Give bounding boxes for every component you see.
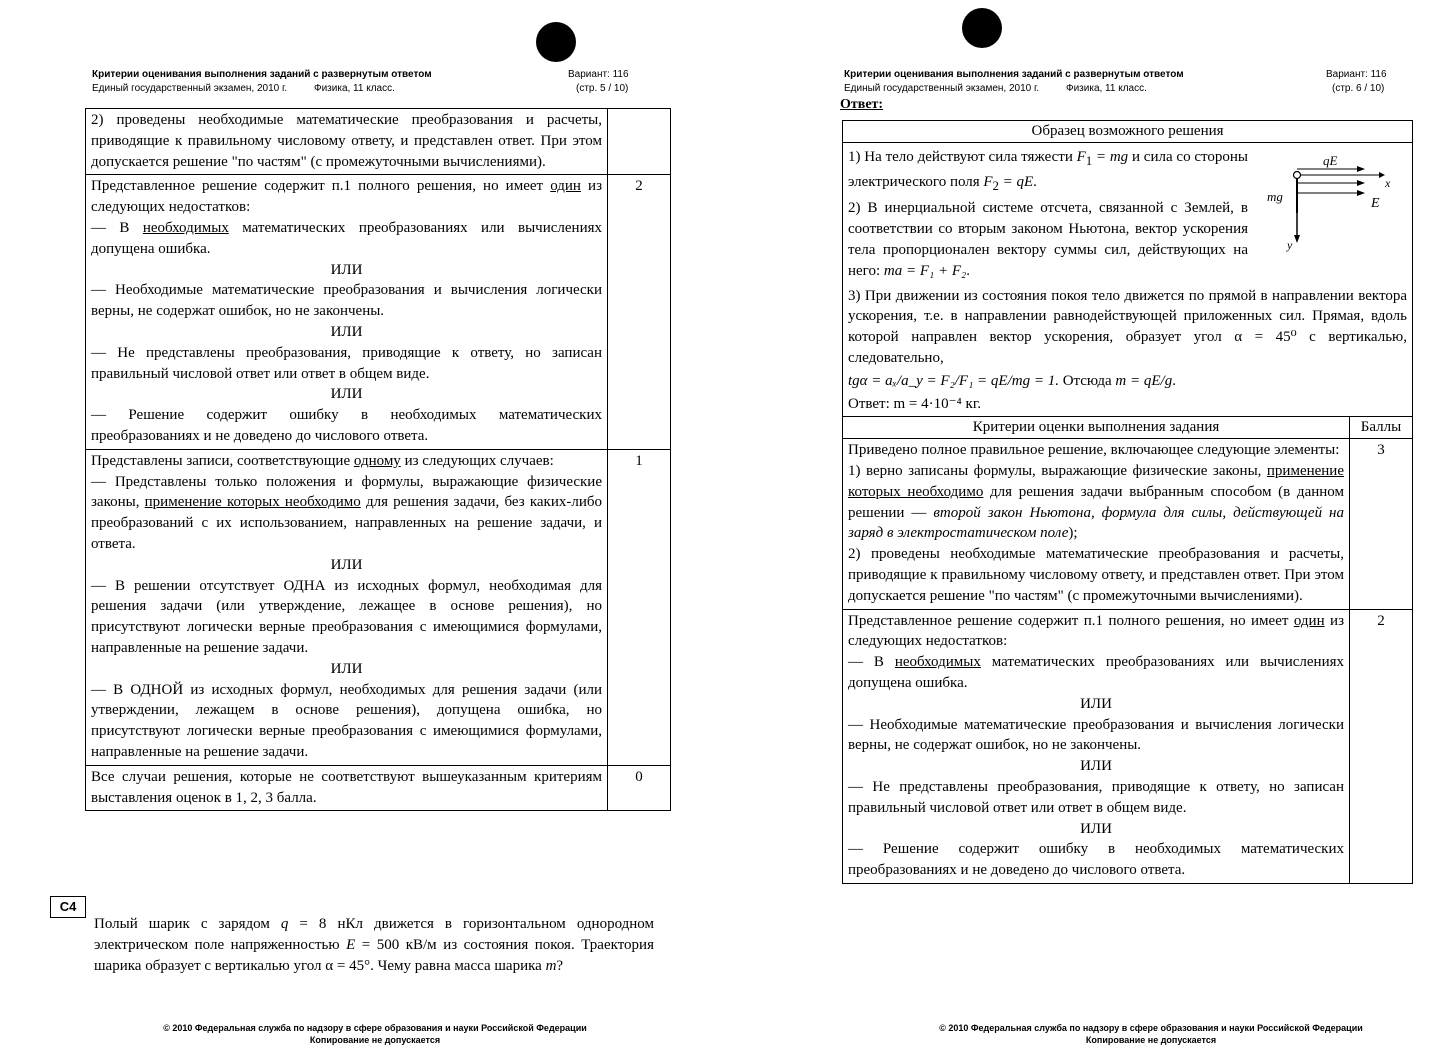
- criteria-table-right: [842, 120, 1413, 884]
- or-label: ИЛИ: [1080, 758, 1112, 775]
- points-cell: 2: [608, 175, 671, 449]
- text: — Необходимые математические преобразования и вычисления логически верны, не содержат ошибок, но не закончены.: [848, 716, 1344, 754]
- solution-answer: Ответ: m = 4·10⁻⁴ кг.: [848, 395, 982, 412]
- e-label: E: [1371, 195, 1380, 211]
- criteria-cell: [86, 449, 608, 765]
- text: — В ОДНОЙ из исходных формул, необходимых для решения задачи (или утверждении, лежащем в основе решения), допущена ошибка, но присутствуют логически верные преобразования с имеющимися формулами, направленные на решение задачи.: [91, 681, 602, 760]
- formula: m = qE/g: [1115, 372, 1173, 389]
- text: m: [545, 958, 557, 974]
- text: — Не представлены преобразования, приводящие к ответу, но записан правильный числовой ответ или ответ в общем виде.: [848, 778, 1344, 816]
- text: Приведено полное правильное решение, включающее следующие элементы:: [848, 442, 1340, 459]
- answer-label: Ответ:: [840, 97, 884, 112]
- text: = 8 нКл движется в горизонтальном однородном электрическом поле напряженностью: [94, 916, 654, 953]
- field-arrowhead: [1357, 180, 1365, 186]
- or-label: ИЛИ: [1080, 820, 1112, 837]
- text: 1: [1085, 153, 1093, 168]
- header-variant: Вариант: 116: [1326, 69, 1387, 80]
- text: 2) проведены необходимые математические преобразования и расчеты, приводящие к правильному числовому ответу, и представлен ответ. При этом допускается решение "по частям" (с промежуточными вычислениями).: [848, 546, 1344, 604]
- header-page-number: (стр. 6 / 10): [1332, 83, 1385, 94]
- solution-step-3: 3) При движении из состояния покоя тело движется по прямой в направлении вектора ускорения, т.е. в направлении равнодействующей приложенных сил. Прямая, вдоль которой направлен вектор ускорения, образует угол α = 45⁰ с вертикалью, следовательно,: [848, 287, 1408, 366]
- task-text: [94, 914, 654, 977]
- left-page-footer: [100, 1022, 650, 1046]
- text: один: [1293, 612, 1325, 629]
- text: из следующих недостатков:: [91, 178, 603, 216]
- text: = m: [1092, 148, 1121, 165]
- y-label: y: [1287, 237, 1293, 252]
- header-subject: Физика, 11 класс.: [1065, 83, 1147, 94]
- text: = 500 кВ/м из состояния покоя. Траектория шарика образует с вертикалью угол α = 45°. Чему равна масса шарика: [94, 937, 654, 974]
- footer-line: © 2010 Федеральная служба по надзору в сфере образования и науки Российской Федерации: [163, 1023, 587, 1033]
- text: необходимых: [894, 654, 981, 671]
- criteria-cell: [86, 175, 608, 449]
- header-title: Критерии оценивания выполнения заданий с развернутым ответом: [92, 69, 432, 80]
- text: Отсюда: [1062, 372, 1112, 389]
- solution-title: Образец возможного решения: [843, 121, 1413, 143]
- header-page-number: (стр. 5 / 10): [576, 83, 629, 94]
- criteria-cell: [843, 609, 1350, 883]
- text: Полый шарик с зарядом: [94, 916, 281, 932]
- table-row: [86, 449, 671, 765]
- text: применение которых необходимо: [144, 494, 361, 511]
- points-cell: 3: [1350, 439, 1413, 609]
- criteria-cell: Все случаи решения, которые не соответствуют вышеуказанным критериям выставления оценок в 1, 2, 3 балла.: [86, 765, 608, 811]
- criteria-cell: 2) проведены необходимые математические преобразования и расчеты, приводящие к правильному числовому ответу, и представлен ответ. При этом допускается решение "по частям" (с промежуточными вычислениями).: [86, 109, 608, 175]
- points-cell: 2: [1350, 609, 1413, 883]
- text: .: [1172, 372, 1176, 389]
- criteria-cell: [843, 439, 1350, 609]
- left-page-header: [92, 68, 652, 96]
- or-label: ИЛИ: [1080, 695, 1112, 712]
- footer-line: Копирование не допускается: [1085, 1035, 1217, 1045]
- field-arrowhead: [1357, 190, 1365, 196]
- solution-step-1: [848, 147, 1248, 197]
- text: второй закон Ньютона, формула для силы, действующей на заряд в электростатическом поле: [848, 504, 1345, 542]
- text: — В: [848, 654, 895, 671]
- text: g: [1120, 148, 1129, 165]
- text: Представлены записи, соответствующие: [91, 452, 354, 469]
- text: — Решение содержит ошибку в необходимых математических преобразованиях и не доведено до числового ответа.: [848, 841, 1344, 879]
- criteria-table-left: [85, 108, 671, 811]
- y-axis-arrowhead: [1294, 235, 1300, 243]
- or-label: ИЛИ: [330, 323, 363, 340]
- points-header: Баллы: [1350, 417, 1413, 439]
- text: из следующих недостатков:: [848, 612, 1345, 650]
- text: математических преобразованиях или вычислениях допущена ошибка.: [848, 654, 1344, 691]
- header-subject: Физика, 11 класс.: [313, 83, 395, 94]
- task-label: C4: [50, 896, 86, 918]
- header-title: Критерии оценивания выполнения заданий с развернутым ответом: [844, 69, 1184, 80]
- text: необходимых: [142, 219, 229, 236]
- text: 1) верно записаны формулы, выражающие физические законы,: [848, 462, 1267, 479]
- points-cell: [608, 109, 671, 175]
- mg-label: mg: [1267, 188, 1283, 204]
- text: — Не представлены преобразования, приводящие к ответу, но записан правильный числовой ответ или ответ в общем виде.: [91, 344, 602, 382]
- header-subtitle: Единый государственный экзамен, 2010 г.: [844, 83, 1040, 94]
- binder-hole: [536, 22, 576, 62]
- right-page-footer: [876, 1022, 1426, 1046]
- right-page-header: [844, 68, 1409, 96]
- solution-formula: [848, 371, 1407, 392]
- x-label: x: [1385, 175, 1391, 190]
- table-row: [86, 109, 671, 175]
- formula: ma = F₁ + F₂: [883, 262, 967, 279]
- text: 1) На тело действуют сила тяжести: [848, 148, 1077, 165]
- right-page: [726, 0, 1452, 1064]
- text: F: [1076, 148, 1086, 165]
- table-row: [86, 765, 671, 811]
- text: — В: [91, 219, 143, 236]
- text: для решения задачи выбранным способом (в данном решении —: [848, 483, 1344, 521]
- qe-label: qE: [1323, 154, 1338, 168]
- table-row: [843, 121, 1413, 143]
- formula: tgα = aₓ/a_y = F₂/F₁ = qE/mg = 1.: [848, 372, 1059, 389]
- text: q: [280, 916, 289, 932]
- text: математических преобразованиях или вычислениях допущена ошибка.: [91, 219, 602, 257]
- text: 2) В инерциальной системе отсчета, связанной с Землей, в соответствии со вторым законом Ньютона, вектор ускорения тела пропорционален вектору суммы сил, действующих на него:: [848, 200, 1248, 279]
- or-label: ИЛИ: [330, 556, 363, 573]
- text: — В решении отсутствует ОДНА из исходных формул, необходимая для решения задачи (или утверждение, лежащее в основе решения), но присутствуют логически верные преобразования с имеющимися формулами, направленные на решение задачи.: [91, 577, 602, 656]
- force-diagram: [1261, 155, 1401, 255]
- text: E: [1023, 173, 1034, 190]
- text: Представленное решение содержит п.1 полного решения, но имеет: [91, 178, 551, 195]
- table-row: [86, 175, 671, 449]
- points-cell: 0: [608, 765, 671, 811]
- text: одному: [353, 452, 401, 469]
- text: — Решение содержит ошибку в необходимых математических преобразованиях и не доведено до числового ответа.: [91, 407, 602, 444]
- text: Представленное решение содержит п.1 полного решения, но имеет: [848, 612, 1294, 629]
- text: .: [966, 262, 970, 279]
- text: E: [346, 937, 356, 953]
- table-row: [843, 609, 1413, 883]
- table-row: [843, 142, 1413, 417]
- text: );: [1068, 525, 1078, 542]
- text: — Необходимые математические преобразования и вычисления логически верны, не содержат ошибок, но не закончены.: [91, 282, 602, 320]
- text: применение которых необходимо: [848, 462, 1344, 500]
- binder-hole: [962, 8, 1002, 48]
- text: из следующих случаев:: [400, 452, 554, 469]
- text: F: [983, 173, 993, 190]
- solution-step-2: [848, 198, 1248, 281]
- or-label: ИЛИ: [330, 660, 363, 677]
- header-subtitle: Единый государственный экзамен, 2010 г.: [92, 83, 288, 94]
- text: .: [1033, 173, 1037, 190]
- text: ?: [556, 958, 564, 974]
- solution-cell: [843, 142, 1413, 417]
- header-variant: Вариант: 116: [568, 69, 629, 80]
- qe-arrowhead: [1357, 166, 1365, 172]
- text: и сила со стороны электрического поля: [848, 148, 1248, 190]
- footer-line: © 2010 Федеральная служба по надзору в сфере образования и науки Российской Федерации: [939, 1023, 1363, 1033]
- table-row: [843, 417, 1413, 439]
- points-cell: 1: [608, 449, 671, 765]
- footer-line: Копирование не допускается: [309, 1035, 441, 1045]
- table-row: [843, 439, 1413, 609]
- text: один: [550, 178, 581, 195]
- body-point: [1294, 171, 1301, 178]
- text: 2: [992, 178, 999, 193]
- or-label: ИЛИ: [330, 386, 363, 403]
- criteria-header: Критерии оценки выполнения задания: [843, 417, 1350, 439]
- text: = q: [998, 173, 1024, 190]
- text: для решения задачи, без каких-либо преобразований с их использованием, направленных на решение задачи, и ответа.: [91, 494, 602, 552]
- text: — Представлены только положения и формулы, выражающие физические законы,: [91, 473, 602, 511]
- or-label: ИЛИ: [330, 261, 363, 278]
